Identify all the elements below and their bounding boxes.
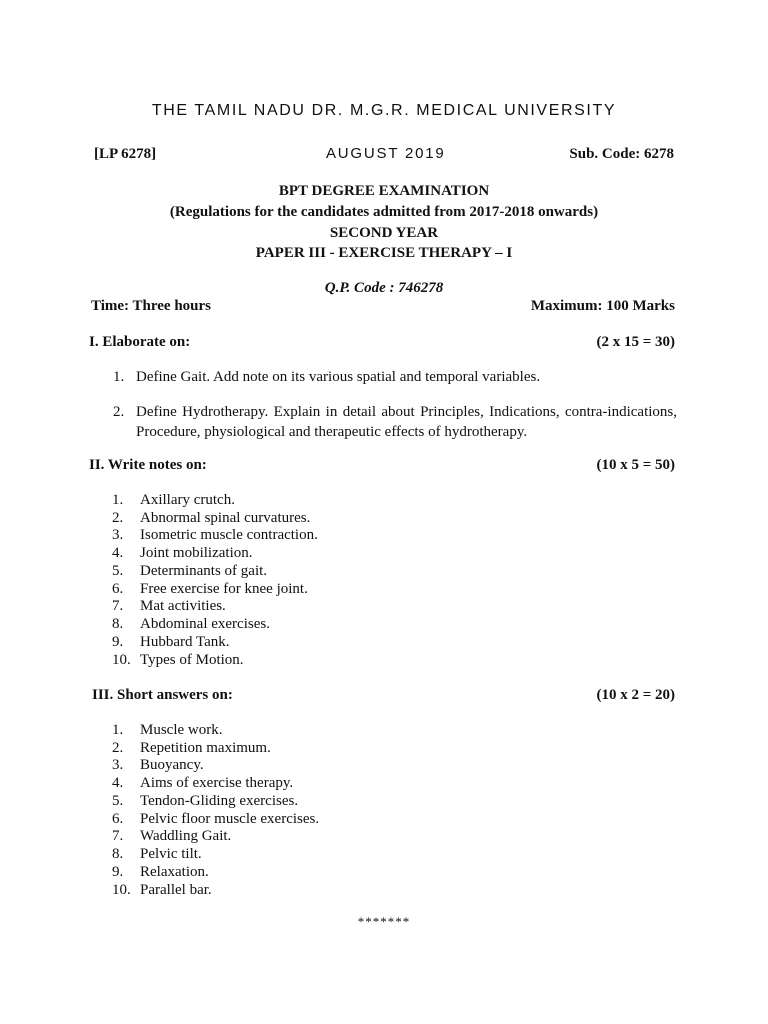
paper-title: PAPER III - EXERCISE THERAPY – I	[255, 245, 513, 261]
section1-title: I. Elaborate on:	[89, 334, 191, 350]
university-name: THE TAMIL NADU DR. M.G.R. MEDICAL UNIVERSITY	[151, 102, 617, 119]
subject-code: Sub. Code: 6278	[569, 146, 674, 162]
section2-marks: (10 x 5 = 50)	[596, 457, 675, 473]
exam-title: BPT DEGREE EXAMINATION	[278, 183, 490, 199]
qp-code: Q.P. Code : 746278	[324, 280, 444, 296]
section1-item-number: 1.	[113, 369, 125, 385]
regulations-note: (Regulations for the candidates admitted from 2017-2018 onwards)	[169, 204, 599, 220]
end-of-paper-marker: *******	[357, 914, 411, 929]
section1-item-text: Define Hydrotherapy. Explain in detail about Principles, Indications, contra-indications, Procedure, physiological and therapeutic effects of hydrotherapy.	[136, 404, 677, 440]
exam-year: SECOND YEAR	[329, 225, 439, 241]
lp-code: [LP 6278]	[94, 146, 157, 162]
section2-title: II. Write notes on:	[89, 457, 207, 473]
section1-item-text: Define Gait. Add note on its various spatial and temporal variables.	[136, 369, 541, 385]
exam-month: AUGUST 2019	[326, 145, 446, 162]
section1-item-number: 2.	[113, 404, 125, 420]
exam-duration: Time: Three hours	[91, 298, 212, 314]
section3-marks: (10 x 2 = 20)	[596, 687, 675, 703]
section3-title: III. Short answers on:	[92, 687, 233, 703]
section1-marks: (2 x 15 = 30)	[596, 334, 675, 350]
maximum-marks: Maximum: 100 Marks	[530, 298, 675, 314]
